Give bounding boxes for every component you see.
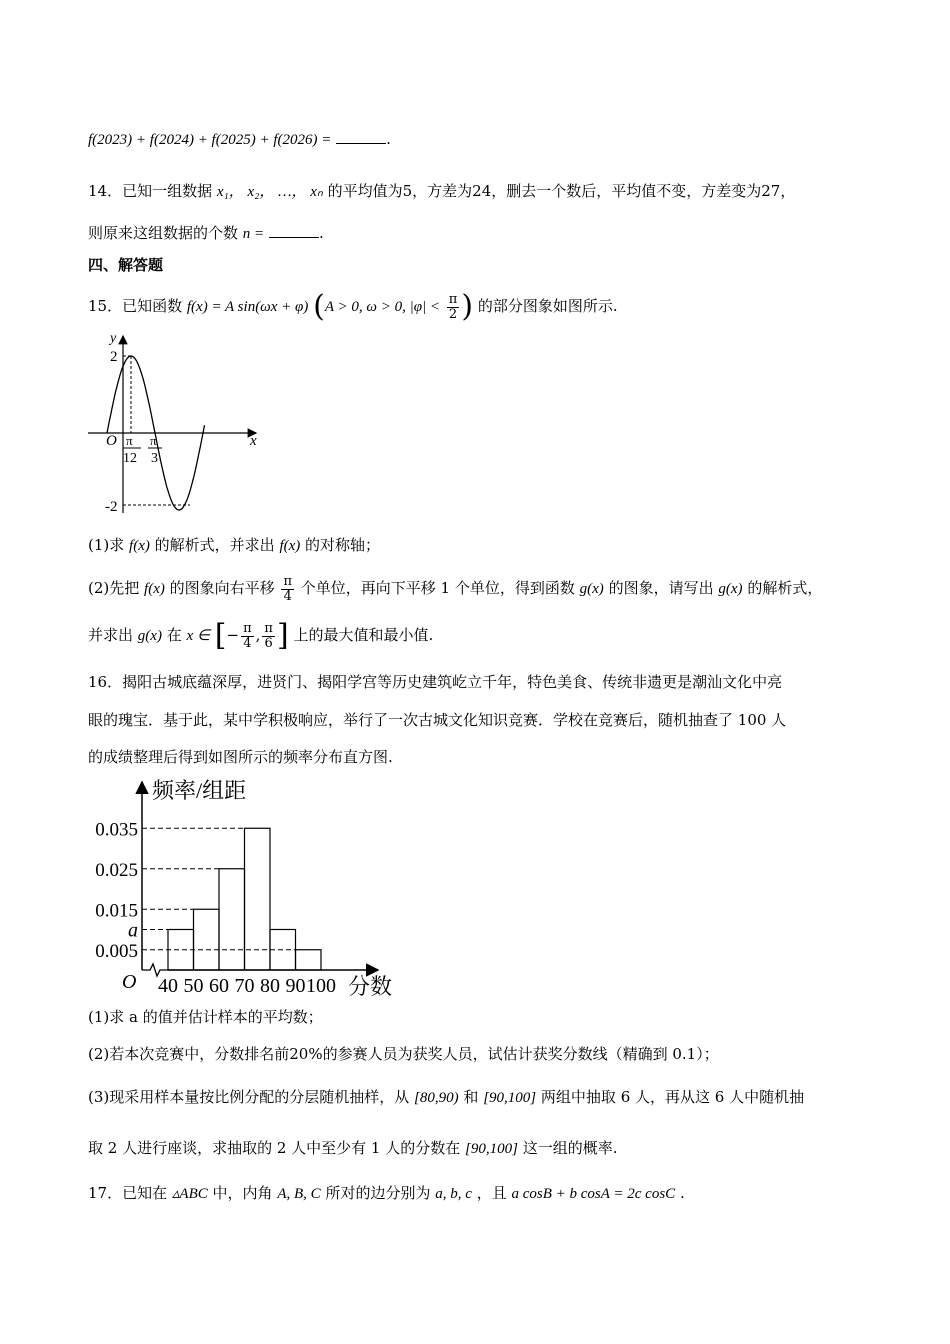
interval-90-100: [90,100] — [483, 1090, 537, 1106]
q15-text: 15．已知函数 — [88, 297, 183, 315]
q15-text: 的对称轴； — [305, 536, 381, 554]
q13-line — [88, 128, 391, 151]
frac-den: 4 — [243, 635, 252, 651]
tick1-num: π — [126, 433, 133, 448]
q16-text: 取 2 人进行座谈，求抽取的 2 人中至少有 1 人的分数在 — [88, 1139, 461, 1157]
q15-text: (1)求 — [88, 536, 125, 554]
q17-text: 中，内角 — [212, 1184, 273, 1202]
frac-den: 2 — [448, 306, 458, 322]
q17-text: ，且 — [476, 1184, 507, 1202]
left-paren: ( — [313, 289, 325, 324]
pi-over-6 — [262, 622, 275, 651]
section-title — [88, 254, 163, 276]
q15-text: 并求出 — [88, 626, 134, 644]
q14-line-1 — [88, 180, 795, 203]
q15-part2 — [88, 570, 822, 607]
x-tick-label: 80 — [260, 975, 280, 997]
y-tick-label: 0.015 — [95, 900, 138, 922]
q14-text: 的平均值为5，方差为24，删去一个数后，平均值不变，方差变为27， — [327, 182, 796, 200]
origin-label: O — [106, 433, 117, 449]
q14-n: n = — [242, 226, 265, 242]
q17-text: 所对的边分别为 — [325, 1184, 431, 1202]
q17-equation: a cosB + b cosA = 2c cosC — [511, 1186, 676, 1202]
frac-num: π — [448, 291, 458, 307]
sides: a, b, c — [435, 1186, 472, 1202]
sine-graph — [86, 328, 276, 518]
tick1-den: 12 — [123, 451, 137, 466]
histogram-bar — [219, 869, 245, 970]
y-tick-label: 0.035 — [95, 819, 138, 841]
q16-text: 这一组的概率. — [522, 1139, 618, 1157]
q15-text: 的解析式，并求出 — [154, 536, 275, 554]
interval-90-100: [90,100] — [465, 1141, 518, 1157]
section-title-text: 四、解答题 — [88, 256, 164, 274]
q16-text: 和 — [463, 1088, 479, 1106]
q16-part3 — [88, 1086, 804, 1109]
frac-num: π — [243, 620, 252, 636]
q15-intro — [88, 286, 618, 327]
x-tick-label: 60 — [209, 975, 229, 997]
q17-line — [88, 1182, 685, 1205]
gx: g(x) — [718, 581, 743, 597]
q15-part1 — [88, 534, 380, 557]
q15-text: 的解析式， — [747, 579, 823, 597]
x-tick-label: 40 — [158, 975, 178, 997]
q14-text: 则原来这组数据的个数 — [88, 224, 239, 242]
y-tick-label: 0.005 — [95, 940, 138, 962]
histo-xlabel: 分数 — [348, 974, 393, 998]
q14-period: . — [318, 224, 324, 242]
answer-blank — [336, 129, 386, 144]
q16-line-2 — [88, 709, 786, 731]
fx: f(x) — [129, 538, 150, 554]
q17-period: . — [679, 1184, 685, 1202]
frequency-histogram — [86, 776, 406, 998]
triangle-abc: ▵ABC — [171, 1186, 208, 1202]
histogram-bar — [245, 828, 271, 970]
fx: f(x) — [279, 538, 301, 554]
x-in: x ∈ — [186, 628, 211, 644]
fx: f(x) — [144, 581, 165, 597]
frac-den: 4 — [283, 588, 292, 604]
tick2-den: 3 — [151, 451, 158, 466]
angles: A, B, C — [277, 1186, 321, 1202]
q14-line-2 — [88, 222, 324, 245]
q15-text: 的图象向右平移 — [169, 579, 275, 597]
q15-text: 在 — [166, 626, 182, 644]
right-paren: ) — [461, 289, 474, 324]
q15-text: 的部分图象如图所示. — [477, 297, 618, 315]
x-tick-label: 100 — [306, 975, 336, 997]
histogram-bar — [194, 909, 220, 970]
q15-text: 个单位，再向下平移 1 个单位，得到函数 — [300, 579, 575, 597]
ymax-label: 2 — [110, 349, 118, 365]
q15-text: 上的最大值和最小值. — [293, 626, 434, 644]
gx: g(x) — [579, 581, 604, 597]
frac-num: π — [283, 573, 292, 589]
neg-pi-over-4 — [241, 622, 254, 651]
left-bracket: [ — [214, 618, 227, 653]
q16-text: (1)求 a 的值并估计样本的平均数； — [88, 1008, 323, 1026]
q16-part4 — [88, 1137, 618, 1160]
q15-condition: A > 0, ω > 0, |φ| < — [324, 299, 441, 315]
q15-part3: 并求出 g(x) 在 x ∈ [− $\frac{\pi}{4}$ , $\frac{\pi}{6}$ ] 上的最大值和最小值. — [88, 618, 434, 653]
y-label: y — [110, 331, 117, 346]
q16-line-3 — [88, 746, 393, 768]
gx: g(x) — [137, 628, 162, 644]
tick2-num: π — [150, 433, 157, 448]
q16-text: 16．揭阳古城底蕴深厚，进贤门、揭阳学宫等历史建筑屹立千年，特色美食、传统非遗更是潮汕文化中亮 — [88, 673, 783, 691]
x-label: x — [250, 433, 257, 449]
q15-text: 的图象，请写出 — [608, 579, 714, 597]
q16-text: (2)若本次竞赛中，分数排名前20%的参赛人员为获奖人员，试估计获奖分数线（精确到 0.1）； — [88, 1045, 719, 1063]
q14-text: 14．已知一组数据 — [88, 182, 213, 200]
q16-text: 的成绩整理后得到如图所示的频率分布直方图. — [88, 748, 393, 766]
q15-text: (2)先把 — [88, 579, 140, 597]
x-tick-label: 50 — [183, 975, 204, 997]
right-bracket: ] — [276, 618, 289, 653]
ymin-label: -2 — [105, 499, 118, 515]
q13-expression: f(2023) + f(2024) + f(2025) + f(2026) = — [88, 132, 332, 148]
q16-text: 两组中抽取 6 人，再从这 6 人中随机抽 — [540, 1088, 805, 1106]
q13-period: . — [386, 130, 391, 148]
frac-num: π — [264, 620, 273, 636]
histogram-bar — [168, 930, 194, 971]
q16-text: 眼的瑰宝．基于此，某中学积极响应，举行了一次古城文化知识竞赛．学校在竞赛后，随机抽查了 100 人 — [88, 711, 787, 729]
pi-over-2 — [447, 293, 460, 322]
histo-ylabel: 频率/组距 — [152, 778, 247, 803]
x-tick-label: 90 — [285, 975, 306, 997]
q16-part1 — [88, 1006, 323, 1028]
histo-origin: O — [122, 971, 137, 993]
q14-variables: x₁， x₂， …， xₙ — [216, 184, 323, 200]
pi-over-4 — [281, 575, 294, 604]
q15-function: f(x) = A sin(ωx + φ) — [186, 299, 309, 315]
interval-80-90: [80,90) — [414, 1090, 459, 1106]
y-tick-label: 0.025 — [95, 859, 138, 881]
q17-text: 17．已知在 — [88, 1184, 168, 1202]
y-tick-label: a — [128, 919, 138, 942]
q16-part2 — [88, 1043, 719, 1065]
answer-blank — [269, 223, 319, 238]
q16-line-1 — [88, 671, 782, 693]
q16-text: (3)现采用样本量按比例分配的分层随机抽样，从 — [88, 1088, 410, 1106]
histogram-bar — [296, 950, 322, 970]
frac-den: 6 — [264, 635, 273, 651]
x-tick-label: 70 — [234, 975, 255, 997]
